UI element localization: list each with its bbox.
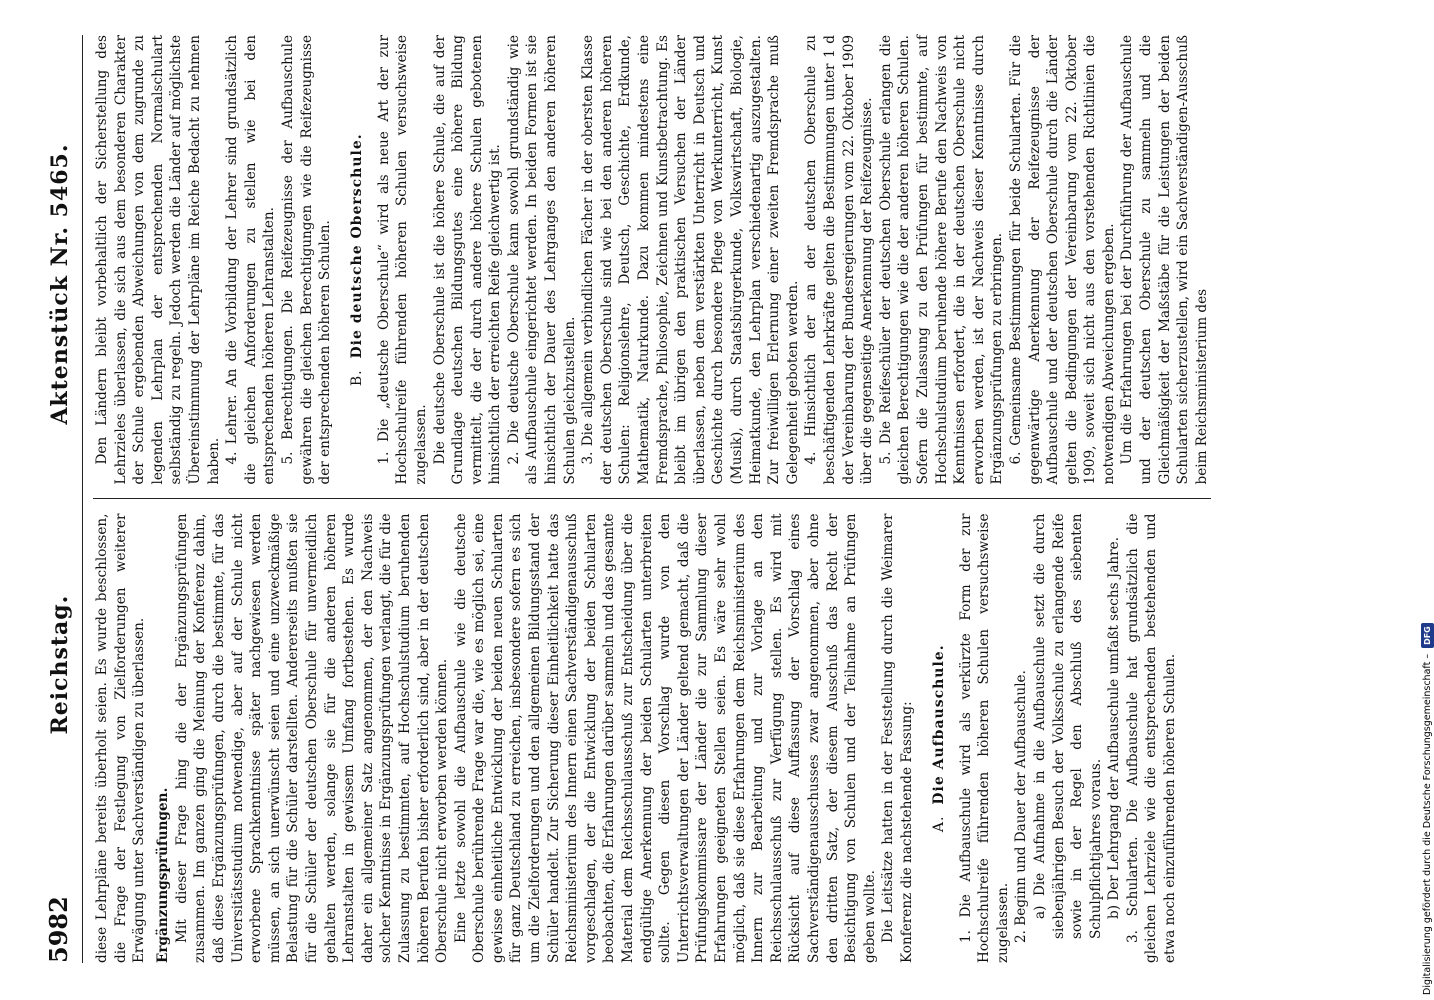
- list-item: 3. Schularten. Die Aufbauschule hat grundsätzlich die gleichen Lehrziele wie die entsprechenden bestehenden und etwa noch einzuführenden höheren Schulen.: [1124, 513, 1179, 963]
- paragraph: Die deutsche Oberschule ist die höhere Schule, die auf der Grundlage deutschen Bildungsgutes eine höhere Bildung vermittelt, die der durch andere höhere Schulen gebotenen hinsichtlich der erreichten Reife gleichwertig ist.: [431, 35, 504, 485]
- dfg-logo-icon: DFG: [1421, 623, 1434, 648]
- running-title-right: Aktenstück Nr. 5465.: [47, 143, 73, 425]
- running-title-left: Reichstag.: [47, 594, 73, 735]
- section-heading-b: [349, 35, 365, 485]
- running-title: [47, 35, 73, 843]
- list-item: 4. Lehrer. An die Vorbildung der Lehrer sind grundsätzlich die gleichen Anforderungen zu stellen wie bei den entsprechenden höheren Lehranstalten.: [224, 35, 278, 485]
- section-heading-a: [931, 514, 947, 964]
- list-item: 1. Die Aufbauschule wird als verkürzte Form der zur Hochschulreife führenden höheren Schulen versuchsweise zugelassen.: [957, 513, 1011, 963]
- text-columns: [83, 35, 1211, 963]
- list-item: 1. Die „deutsche Oberschule“ wird als neue Art der zur Hochschulreife führenden höheren Schulen versuchsweise zugelassen.: [375, 35, 429, 485]
- digitization-stamp: [1421, 623, 1434, 995]
- list-item: 4. Hinsichtlich der an der deutschen Oberschule zu beschäftigenden Lehrkräfte gelten die Bestimmungen unter 1 d der Vereinbarung der Bundesregierungen vom 22. Oktober 1909 über die gegenseitige Anerkennung der Reifezeugnisse.: [803, 35, 876, 485]
- list-subitem: a) Die Aufnahme in die Aufbauschule setzt die durch siebenjährigen Besuch der Volksschule zu erlangende Reife sowie in der Regel den Abschluß des siebenten Schulpflichtjahres voraus.: [1031, 513, 1104, 939]
- paragraph: diese Lehrpläne bereits überholt seien. Es wurde beschlossen, die Frage der Festlegung von Zielforderungen weiterer Erwägung unter Sachverständigen zu überlassen.: [94, 513, 148, 963]
- paragraph: Den Ländern bleibt vorbehaltlich der Sicherstellung des Lehrzieles überlassen, die sich aus dem besonderen Charakter der Schule ergebenden Abweichungen von dem zugrunde zu legenden Lehrplan der entsprechenden Normalschulart selbständig zu regeln. Jedoch werden die Länder auf möglichste Übereinstimmung der Lehrpläne im Reiche Bedacht zu nehmen haben.: [94, 35, 222, 485]
- list-item: 5. Die Reifeschüler der deutschen Oberschule erlangen die gleichen Berechtigungen wie die der anderen höheren Schulen. Sofern die Zulassung zu den Prüfungen für bestimmte, auf Hochschulstudium beruhende höhere Berufe den Nachweis von Kenntnissen erfordert, die in der deutschen Oberschule nicht erworben werden, ist der Nachweis dieser Kenntnisse durch Ergänzungsprüfungen zu erbringen.: [877, 35, 1006, 485]
- section-letter: A.: [930, 815, 947, 833]
- section-title: Die Aufbauschule.: [930, 644, 947, 805]
- paragraph: Mit dieser Frage hing die der Ergänzungsprüfungen zusammen. Im ganzen ging die Meinung der Konferenz dahin, daß diese Ergänzungsprüfungen, durch die bestimmte, für das Universitätsstudium notwendige, aber auf der Schule nicht erworbene Sprachkenntnisse später nachgewiesen werden müssen, an sich unerwünscht seien und eine unzweckmäßige Belastung für die Schüler darstellten. Andererseits mußten sie für die Schüler der deutschen Oberschule für unvermeidlich gehalten werden, solange sie für die anderen höheren Lehranstalten in gewissem Umfang fortbestehen. Es wurde daher ein allgemeiner Satz angenommen, der den Nachweis solcher Kenntnisse in Ergänzungsprüfungen verlangt, die für die Zulassung zu bestimmten, auf Hochschulstudium beruhenden höheren Berufen bisher erforderlich sind, aber in der deutschen Oberschule nicht erworben werden können.: [173, 513, 451, 963]
- left-column: [93, 514, 1211, 964]
- page-number: 5982: [44, 896, 73, 963]
- section-title: Die deutsche Oberschule.: [348, 133, 365, 359]
- subheading: Ergänzungsprüfungen.: [154, 787, 171, 963]
- paragraph: Die Leitsätze hatten in der Feststellung durch die Weimarer Konferenz die nachstehende Fassung:: [880, 513, 915, 963]
- list-item: 2. Die deutsche Oberschule kann sowohl grundständig wie als Aufbauschule eingerichtet werden. In beiden Formen ist sie hinsichtlich der Dauer des Lehrganges den anderen höheren Schulen gleichzustellen.: [505, 35, 578, 485]
- list-item: 3. Die allgemein verbindlichen Fächer in der obersten Klasse der deutschen Oberschule sind wie bei den anderen höheren Schulen: Religionslehre, Deutsch, Geschichte, Erdkunde, Mathematik, Naturkunde. Dazu kommen mindestens eine Fremdsprache, Philosophie, Zeichnen und Kunstbetrachtung. Es bleibt im übrigen den praktischen Versuchen der Länder überlassen, neben dem verstärkten Unterricht in Deutsch und Geschichte durch besondere Pflege von Werkunterricht, Kunst (Musik), durch Staatsbürgerkunde, Volkswirtschaft, Biologie, Heimatkunde, den Lehrplan verschiedenartig auszugestalten. Zur freiwilligen Erlernung einer zweiten Fremdsprache muß Gelegenheit geboten werden.: [580, 35, 801, 485]
- paragraph: Um die Erfahrungen bei der Durchführung der Aufbauschule und der deutschen Oberschule zu sammeln und die Gleichmäßigkeit der Maßstäbe für die Leistungen der beiden Schularten sicherzustellen, wird ein Sachverständigen-Ausschuß beim Reichsministerium des: [1119, 35, 1210, 485]
- section-letter: B.: [348, 369, 365, 387]
- right-column: [93, 35, 1211, 500]
- paragraph: Eine letzte sowohl die Aufbauschule wie die deutsche Oberschule berührende Frage war die, wie es möglich sei, eine gewisse einheitliche Entwicklung der beiden neuen Schularten für ganz Deutschland zu erreichen, insbesondere sofern es sich um die Zielforderungen und den allgemeinen Bildungsstand der Schüler handelt. Zur Sicherung dieser Einheitlichkeit hatte das Reichsministerium des Innern einen Sachverständigenausschuß vorgeschlagen, der die Entwicklung der beiden Schularten beobachten, die Erfahrungen darüber sammeln und das gesamte Material dem Reichsschulausschuß zur Entscheidung über die endgültige Anerkennung der beiden Schularten unterbreiten sollte. Gegen diesen Vorschlag wurde von den Unterrichtsverwaltungen der Länder geltend gemacht, daß die Prüfungskommissare der Länder die zur Sammlung dieser Erfahrungen geeigneten Stellen seien. Es wäre sehr wohl möglich, daß sie diese Erfahrungen dem Reichsministerium des Innern zur Bearbeitung und zur Vorlage an den Reichsschulausschuß zur Verfügung stellen. Es wird mit Rücksicht auf diese Auffassung der Vorschlag eines Sachverständigenausschusses zwar angenommen, aber ohne den dritten Satz, der diesem Ausschuß das Recht der Besichtigung von Schulen und der Teilnahme an Prüfungen geben wollte.: [452, 513, 878, 963]
- stamp-text: Digitalisierung gefördert durch die Deutsche Forschungsgemeinschaft –: [1422, 653, 1433, 995]
- list-subitem: b) Der Lehrgang der Aufbauschule umfaßt sechs Jahre.: [1106, 536, 1123, 919]
- rotated-page: [40, 25, 1400, 975]
- list-item: 6. Gemeinsame Bestimmungen für beide Schularten. Für die gegenwärtige Anerkennung der Reifezeugnisse der Aufbauschule und der deutschen Oberschule durch die Länder gelten die Bedingungen der Vereinbarung vom 22. Oktober 1909, soweit sich nicht aus den vorstehenden Richtlinien die notwendigen Abweichungen ergeben.: [1007, 35, 1117, 485]
- list-item: 5. Berechtigungen. Die Reifezeugnisse der Aufbauschule gewähren die gleichen Berechtigungen wie die Reifezeugnisse der entsprechenden höheren Schulen.: [279, 35, 334, 485]
- page-header: [44, 35, 83, 963]
- list-item: 2. Beginn und Dauer der Aufbauschule.: [1013, 670, 1030, 943]
